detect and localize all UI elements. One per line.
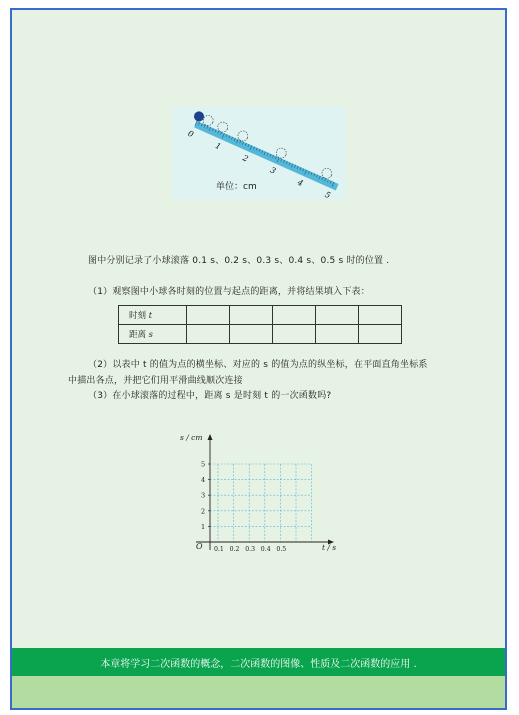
- question-2-line-2: 中描出各点，并把它们用平滑曲线顺次连接: [68, 376, 243, 386]
- coordinate-grid: [180, 428, 340, 553]
- y-axis-arrow: [208, 434, 213, 440]
- ball-start: [192, 110, 205, 123]
- ruler-label-0: 0: [186, 128, 195, 140]
- ruler-label-1: 1: [213, 141, 223, 152]
- bottom-band: [12, 676, 505, 708]
- y-tick-label: 1: [201, 522, 206, 531]
- grid-lines: [210, 464, 312, 542]
- ruler-figure: [172, 107, 347, 199]
- question-2-line-1: （2）以表中 t 的值为点的横坐标、对应的 s 的值为点的纵坐标，在平面直角坐标系: [88, 360, 428, 370]
- ruler-label-2: 2: [241, 153, 250, 164]
- table-cell[interactable]: [316, 306, 359, 325]
- row-header-distance: 距离 s: [119, 325, 187, 344]
- x-tick-label: 0.1: [214, 546, 224, 553]
- question-1: （1）观察图中小球各时刻的位置与起点的距离，并将结果填入下表：: [88, 287, 370, 297]
- ruler-label-4: 4: [296, 177, 305, 189]
- unit-label: 单位：cm: [216, 182, 257, 192]
- intro-text: 图中分别记录了小球滚落 0.1 s、0.2 s、0.3 s、0.4 s、0.5 s 时的位置 .: [88, 256, 390, 266]
- ruler-label-5: 5: [323, 189, 332, 199]
- chapter-banner: 本章将学习二次函数的概念，二次函数的图像、性质及二次函数的应用 .: [12, 648, 505, 676]
- table-cell[interactable]: [230, 325, 273, 344]
- table-row-time: [119, 306, 402, 325]
- table-cell[interactable]: [230, 306, 273, 325]
- y-tick-label: 3: [201, 491, 206, 500]
- table-cell[interactable]: [187, 325, 230, 344]
- x-tick-label: 0.3: [245, 546, 256, 553]
- table-cell[interactable]: [273, 325, 316, 344]
- ruler-drawing: [172, 107, 347, 199]
- table-row-distance: [119, 325, 402, 344]
- table-cell[interactable]: [273, 306, 316, 325]
- table-cell[interactable]: [359, 325, 402, 344]
- x-tick-label: 0.4: [260, 546, 271, 553]
- y-axis-label: s / cm: [180, 433, 203, 442]
- x-axis-label: t / s: [322, 543, 337, 552]
- data-table: [118, 305, 402, 344]
- axis-ticks: [201, 461, 286, 554]
- y-tick-label: 4: [201, 476, 206, 485]
- table-cell[interactable]: [316, 325, 359, 344]
- y-tick-label: 2: [201, 507, 206, 516]
- y-tick-label: 5: [201, 460, 206, 469]
- x-tick-label: 0.2: [229, 546, 240, 553]
- table-cell[interactable]: [359, 306, 402, 325]
- x-tick-label: 0.5: [276, 546, 287, 553]
- page-frame: [10, 8, 507, 710]
- row-header-time: 时刻 t: [119, 306, 187, 325]
- table-cell[interactable]: [187, 306, 230, 325]
- ruler-label-3: 3: [268, 165, 278, 176]
- question-3: （3）在小球滚落的过程中，距离 s 是时刻 t 的一次函数吗?: [88, 391, 332, 401]
- origin-label: O: [196, 542, 203, 551]
